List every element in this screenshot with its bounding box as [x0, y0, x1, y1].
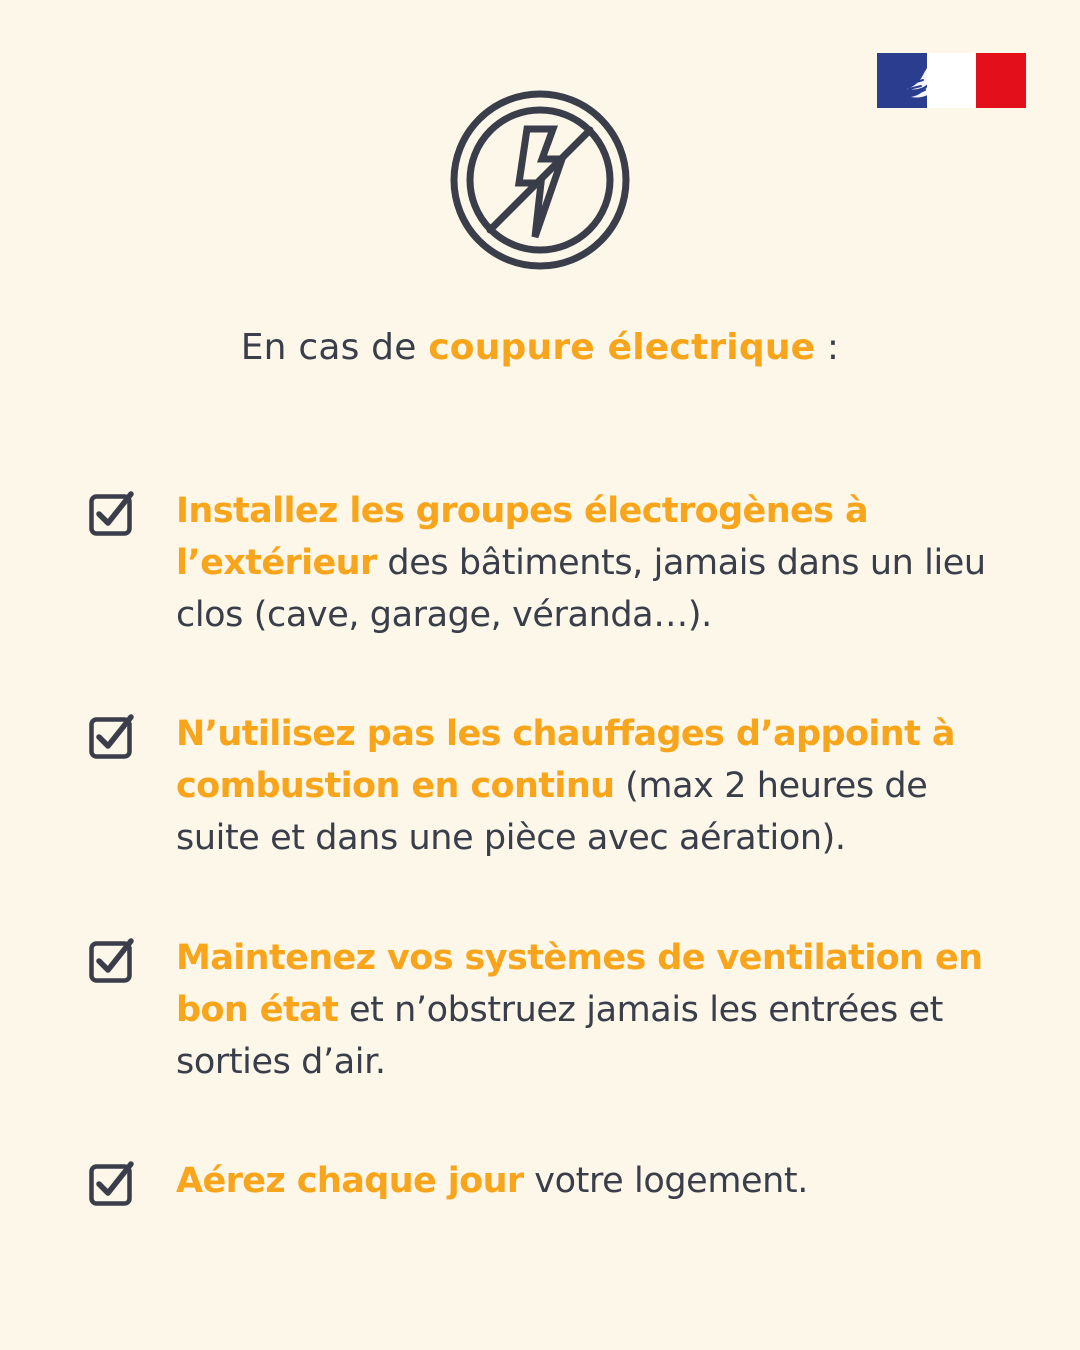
list-item-highlight: N’utilisez pas les chauffages d’appoint à combustion en continu — [176, 714, 955, 806]
list-item-text — [176, 485, 996, 641]
list-item-highlight: Aérez chaque jour — [176, 1161, 524, 1201]
no-electricity-icon — [449, 89, 631, 271]
list-item-text — [176, 708, 996, 864]
checkbox-checked-icon — [89, 490, 135, 536]
checkbox-checked-icon — [89, 713, 135, 759]
list-item-rest: votre logement. — [523, 1161, 808, 1201]
list-item-rest: (max 2 heures de suite et dans une pièce avec aération). — [176, 766, 928, 858]
headline-suffix: : — [815, 327, 840, 368]
marianne-flag-logo — [877, 53, 1026, 108]
headline-highlight: coupure électrique — [428, 327, 816, 368]
headline — [0, 322, 1080, 374]
list-item-text — [176, 932, 996, 1088]
list-item-rest: des bâtiments, jamais dans un lieu clos (cave, garage, véranda…). — [176, 543, 986, 635]
checkbox-checked-icon — [89, 937, 135, 983]
list-item-highlight: Maintenez vos systèmes de ventilation en bon état — [176, 938, 983, 1030]
checkbox-checked-icon — [89, 1160, 135, 1206]
headline-prefix: En cas de — [240, 327, 429, 368]
list-item-highlight: Installez les groupes électrogènes à l’extérieur — [176, 491, 868, 583]
list-item-rest: et n’obstruez jamais les entrées et sorties d’air. — [176, 990, 943, 1082]
list-item-text — [176, 1155, 996, 1207]
